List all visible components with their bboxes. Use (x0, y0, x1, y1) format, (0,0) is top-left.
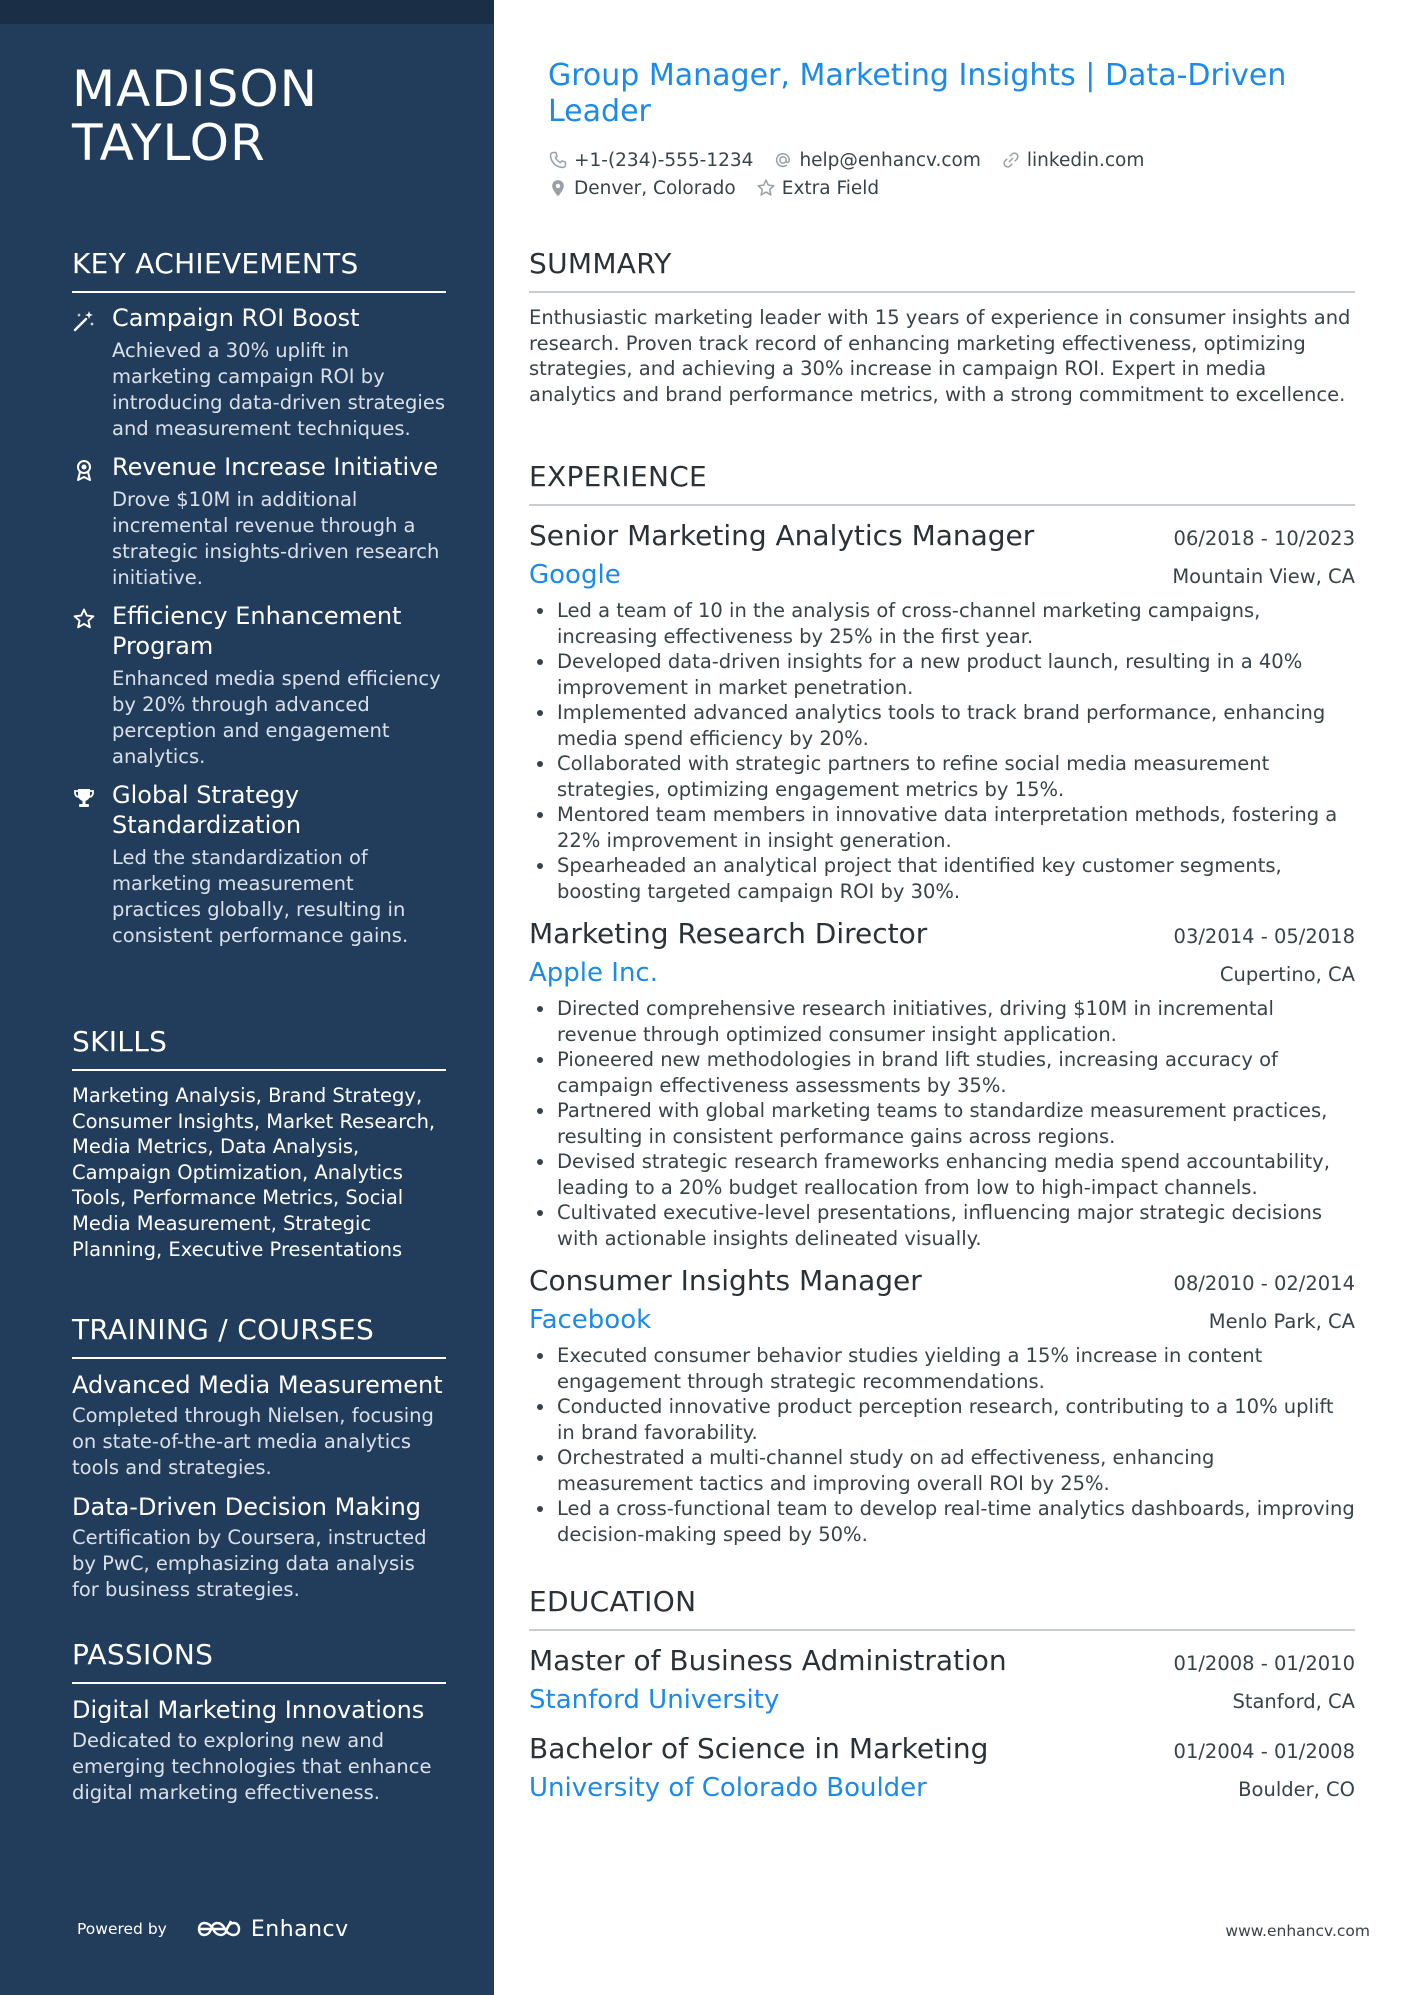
contact-phone[interactable] (548, 150, 753, 171)
course-item (72, 1491, 446, 1603)
job-entry (529, 1261, 1355, 1547)
phone-icon (548, 150, 574, 170)
job-entry (529, 914, 1355, 1251)
education-section (529, 1585, 1355, 1807)
school: University of Colorado Boulder (529, 1773, 927, 1803)
passion-desc: Dedicated to exploring new and emerging technologies that enhance digital marketing effectiveness. (72, 1729, 432, 1804)
location-text: Denver, Colorado (574, 177, 736, 199)
bullet-item: Executed consumer behavior studies yielding a 15% increase in content engagement through strategic recommendations. (529, 1343, 1355, 1394)
bullet-item: Directed comprehensive research initiatives, driving $10M in incremental revenue through optimized consumer insight application. (529, 996, 1355, 1047)
bullet-item: Led a cross-functional team to develop real-time analytics dashboards, improving decision-making speed by 50%. (529, 1496, 1355, 1547)
education-location: Boulder, CO (1238, 1778, 1355, 1801)
job-entry (529, 516, 1355, 904)
job-company: Google (529, 560, 621, 590)
job-location: Mountain View, CA (1172, 565, 1355, 588)
job-title: Marketing Research Director (529, 917, 928, 950)
job-bullets (529, 996, 1355, 1251)
education-heading: EDUCATION (529, 1585, 1355, 1631)
degree: Master of Business Administration (529, 1644, 1007, 1677)
skills-text: Marketing Analysis, Brand Strategy, Consumer Insights, Market Research, Media Metrics, Data Analysis, Campaign Optimization, Analytics Tools, Performance Metrics, Social Media Measurement, Strategic Planning, Executive Presentations (72, 1084, 436, 1261)
bullet-item: Collaborated with strategic partners to refine social media measurement strategies, optimizing engagement metrics by 15%. (529, 751, 1355, 802)
last-name: TAYLOR (72, 114, 266, 172)
trophy-icon (72, 786, 96, 810)
contact-extra (756, 178, 879, 199)
first-name: MADISON (72, 60, 319, 118)
experience-section (529, 460, 1355, 1547)
education-entry (529, 1641, 1355, 1719)
course-item (72, 1369, 446, 1481)
training-heading: TRAINING / COURSES (72, 1313, 446, 1359)
key-achievements-heading: KEY ACHIEVEMENTS (72, 247, 446, 293)
bullet-item: Orchestrated a multi-channel study on ad effectiveness, enhancing measurement tactics and improving overall ROI by 25%. (529, 1445, 1355, 1496)
job-dates: 08/2010 - 02/2014 (1173, 1272, 1355, 1295)
achievement-title: Global Strategy Standardization (112, 781, 302, 839)
achievement-title: Campaign ROI Boost (112, 304, 360, 332)
school: Stanford University (529, 1685, 780, 1715)
course-title: Advanced Media Measurement (72, 1371, 443, 1399)
contact-linkedin[interactable] (1001, 150, 1144, 171)
achievement-item (72, 601, 446, 770)
bullet-item: Implemented advanced analytics tools to track brand performance, enhancing media spend efficiency by 20%. (529, 700, 1355, 751)
bullet-item: Devised strategic research frameworks enhancing media spend accountability, leading to a 20% budget reallocation from low to high-impact channels. (529, 1149, 1355, 1200)
summary-text: Enthusiastic marketing leader with 15 years of experience in consumer insights and research. Proven track record of enhancing marketing effectiveness, optimizing strategies, and achieving a 30% increase in campaign ROI. Expert in media analytics and brand performance metrics, with a strong commitment to excellence. (529, 306, 1351, 406)
summary-section (529, 247, 1355, 407)
bullet-item: Conducted innovative product perception research, contributing to a 10% uplift in brand favorability. (529, 1394, 1355, 1445)
job-title: Consumer Insights Manager (529, 1264, 922, 1297)
passion-item (72, 1694, 446, 1806)
linkedin-text: linkedin.com (1026, 149, 1145, 171)
enhancv-logo-icon (195, 1916, 243, 1942)
main-content (529, 0, 1355, 1995)
job-dates: 06/2018 - 10/2023 (1173, 527, 1355, 550)
phone-text: +1-(234)-555-1234 (574, 149, 754, 171)
link-icon (1001, 150, 1027, 170)
education-location: Stanford, CA (1232, 1690, 1355, 1713)
achievement-desc: Drove $10M in additional incremental revenue through a strategic insights-driven research initiative. (112, 488, 440, 589)
course-desc: Certification by Coursera, instructed by PwC, emphasizing data analysis for business strategies. (72, 1526, 427, 1601)
job-location: Menlo Park, CA (1208, 1310, 1355, 1333)
job-bullets (529, 1343, 1355, 1547)
job-location: Cupertino, CA (1219, 963, 1355, 986)
achievement-item (72, 303, 446, 442)
job-title: Senior Marketing Analytics Manager (529, 519, 1035, 552)
contact-location (548, 178, 736, 199)
bullet-item: Spearheaded an analytical project that identified key customer segments, boosting targeted campaign ROI by 30%. (529, 853, 1355, 904)
enhancv-brand-text: Enhancv (250, 1916, 349, 1942)
key-achievements-section (72, 247, 446, 949)
bullet-item: Developed data-driven insights for a new product launch, resulting in a 40% improvement in market penetration. (529, 649, 1355, 700)
bullet-item: Pioneered new methodologies in brand lift studies, increasing accuracy of campaign effectiveness assessments by 35%. (529, 1047, 1355, 1098)
job-bullets (529, 598, 1355, 904)
headline: Group Manager, Marketing Insights | Data-Driven Leader (548, 58, 1287, 129)
bullet-item: Partnered with global marketing teams to standardize measurement practices, resulting in consistent performance gains across regions. (529, 1098, 1355, 1149)
extra-field-text: Extra Field (781, 177, 880, 199)
summary-heading: SUMMARY (529, 247, 1355, 293)
course-title: Data-Driven Decision Making (72, 1493, 422, 1521)
experience-heading: EXPERIENCE (529, 460, 1355, 506)
location-pin-icon (548, 178, 574, 198)
education-entry (529, 1729, 1355, 1807)
sidebar-top-band (0, 0, 494, 24)
email-text: help@enhancv.com (799, 149, 981, 171)
achievement-desc: Led the standardization of marketing measurement practices globally, resulting in consistent performance gains. (112, 846, 409, 947)
job-company: Apple Inc. (529, 958, 658, 988)
passion-title: Digital Marketing Innovations (72, 1696, 425, 1724)
education-dates: 01/2004 - 01/2008 (1173, 1740, 1355, 1763)
achievement-item (72, 452, 446, 591)
achievement-desc: Enhanced media spend efficiency by 20% through advanced perception and engagement analytics. (112, 667, 441, 768)
powered-by-footer (77, 1916, 349, 1942)
achievement-title: Efficiency Enhancement Program (112, 602, 402, 660)
website-link[interactable]: www.enhancv.com (1225, 1922, 1370, 1940)
award-icon (72, 458, 96, 482)
enhancv-logo[interactable] (195, 1916, 349, 1942)
achievement-title: Revenue Increase Initiative (112, 453, 439, 481)
powered-by-label: Powered by (77, 1920, 167, 1938)
passions-section (72, 1638, 446, 1806)
star-outline-icon (756, 178, 782, 198)
star-icon (72, 607, 96, 631)
magic-wand-icon (72, 309, 96, 333)
at-icon (773, 150, 799, 170)
contact-info (548, 146, 1328, 202)
degree: Bachelor of Science in Marketing (529, 1732, 989, 1765)
course-desc: Completed through Nielsen, focusing on state-of-the-art media analytics tools and strategies. (72, 1404, 434, 1479)
achievement-item (72, 780, 446, 949)
sidebar (0, 0, 494, 1995)
bullet-item: Led a team of 10 in the analysis of cross-channel marketing campaigns, increasing effectiveness by 25% in the first year. (529, 598, 1355, 649)
training-section (72, 1313, 446, 1603)
education-dates: 01/2008 - 01/2010 (1173, 1652, 1355, 1675)
bullet-item: Cultivated executive-level presentations, influencing major strategic decisions with actionable insights delineated visually. (529, 1200, 1355, 1251)
skills-heading: SKILLS (72, 1025, 446, 1071)
candidate-name (72, 62, 462, 170)
passions-heading: PASSIONS (72, 1638, 446, 1684)
skills-section (72, 1025, 446, 1262)
bullet-item: Mentored team members in innovative data interpretation methods, fostering a 22% improvement in insight generation. (529, 802, 1355, 853)
job-dates: 03/2014 - 05/2018 (1173, 925, 1355, 948)
achievement-desc: Achieved a 30% uplift in marketing campaign ROI by introducing data-driven strategies and measurement techniques. (112, 339, 445, 440)
job-company: Facebook (529, 1305, 652, 1335)
contact-email[interactable] (773, 150, 980, 171)
